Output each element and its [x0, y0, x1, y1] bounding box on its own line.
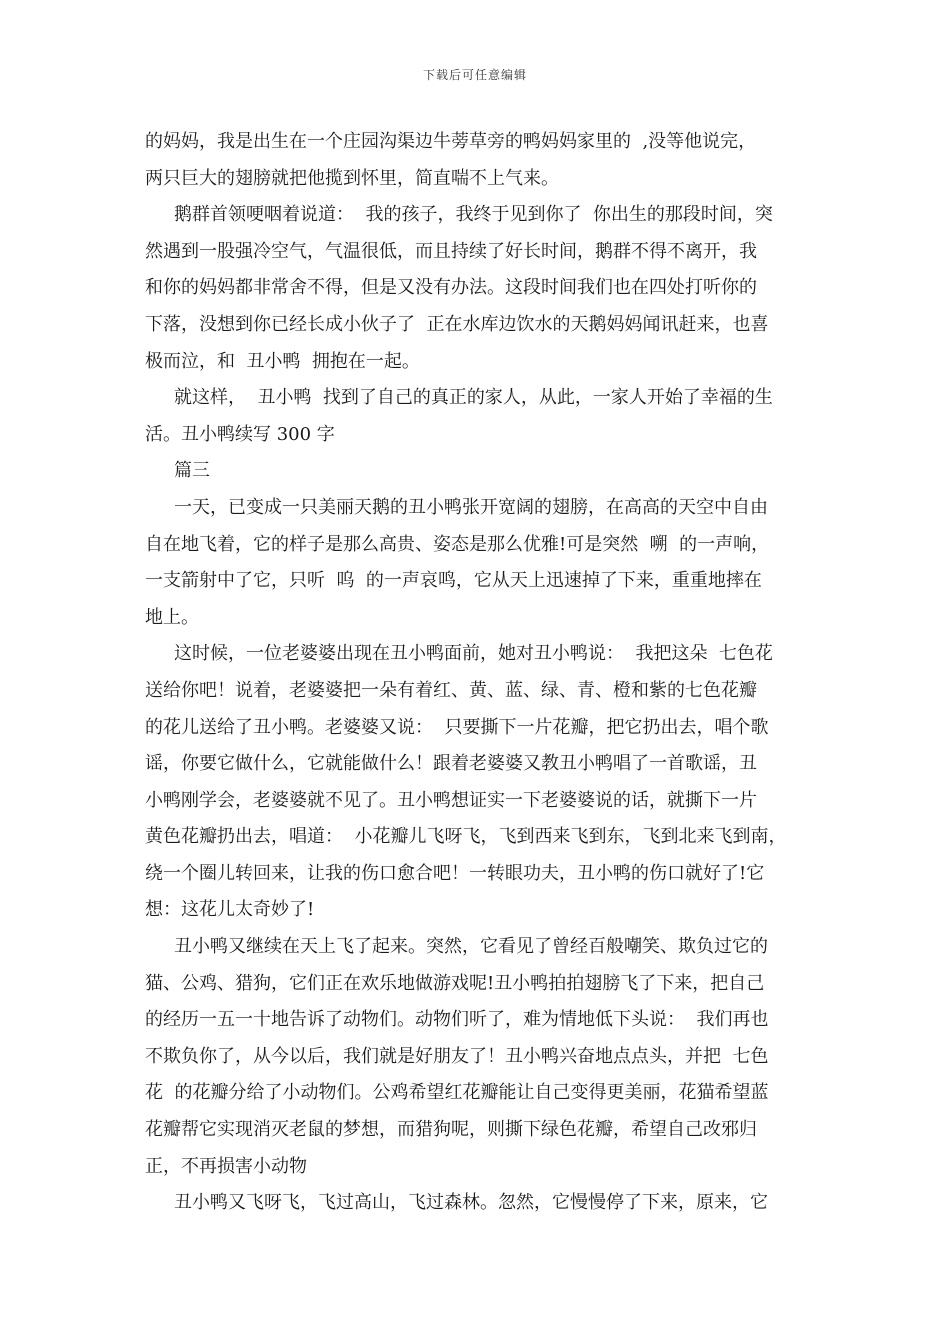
text-line: 一支箭射中了它，只听 呜 的一声哀鸣，它从天上迅速掉了下来，重重地摔在: [145, 570, 762, 592]
text-line: 然遇到一股强冷空气，气温很低，而且持续了好长时间，鹅群不得不离开，我: [145, 240, 757, 262]
text-line: 的经历一五一十地告诉了动物们。动物们听了，难为情地低下头说： 我们再也: [145, 1009, 769, 1031]
text-line: 就这样， 丑小鸭 找到了自己的真正的家人，从此，一家人开始了幸福的生: [174, 387, 773, 409]
text-line: 不欺负你了，从今以后，我们就是好朋友了！丑小鸭兴奋地点点头，并把 七色: [145, 1045, 769, 1067]
text-line: 送给你吧！说着，老婆婆把一朵有着红、黄、蓝、绿、青、橙和紫的七色花瓣: [145, 679, 757, 701]
text-line: 自在地飞着，它的样子是那么高贵、姿态是那么优雅!可是突然 嗍 的一声响，: [145, 533, 770, 555]
text-line: 谣，你要它做什么，它就能做什么！跟着老婆婆又教丑小鸭唱了一首歌谣，丑: [145, 753, 757, 775]
text-line: 鹅群首领哽咽着说道： 我的孩子，我终于见到你了 你出生的那段时间，突: [174, 204, 773, 226]
text-line: 丑小鸭又继续在天上飞了起来。突然，它看见了曾经百般嘲笑、欺负过它的: [174, 936, 768, 958]
text-line: 花 的花瓣分给了小动物们。公鸡希望红花瓣能让自己变得更美丽，花猫希望蓝: [145, 1082, 769, 1104]
text-line: 一天，已变成一只美丽天鹅的丑小鸭张开宽阔的翅膀，在高高的天空中自由: [174, 496, 768, 518]
text-line: 的妈妈，我是出生在一个庄园沟渠边牛蒡草旁的鸭妈妈家里的 ,没等他说完，: [145, 131, 757, 152]
text-line: 猫、公鸡、猎狗，它们正在欢乐地做游戏呢!丑小鸭拍拍翅膀飞了下来，把自己: [145, 972, 765, 994]
text-line: 和你的妈妈都非常舍不得，但是又没有办法。这段时间我们也在四处打听你的: [145, 277, 757, 299]
text-line: 花瓣帮它实现消灭老鼠的梦想，而猎狗呢，则撕下绿色花瓣，希望自己改邪归: [145, 1119, 757, 1141]
text-line: 想：这花儿太奇妙了!: [145, 899, 315, 921]
text-line: 绕一个圈儿转回来，让我的伤口愈合吧！一转眼功夫，丑小鸭的伤口就好了!它: [145, 862, 765, 884]
text-line: 篇三: [174, 460, 210, 482]
text-line: 下落，没想到你已经长成小伙子了 正在水库边饮水的天鹅妈妈闻讯赶来，也喜: [145, 313, 769, 335]
text-line: 活。丑小鸭续写 300 字: [145, 423, 335, 445]
text-line: 正，不再损害小动物: [145, 1155, 307, 1177]
text-line: 小鸭刚学会，老婆婆就不见了。丑小鸭想证实一下老婆婆说的话，就撕下一片: [145, 789, 757, 811]
text-line: 的花儿送给了丑小鸭。老婆婆又说： 只要撕下一片花瓣，把它扔出去，唱个歌: [145, 716, 769, 738]
text-line: 丑小鸭又飞呀飞，飞过高山，飞过森林。忽然，它慢慢停了下来，原来，它: [174, 1192, 768, 1214]
page-header: 下载后可任意编辑: [422, 68, 527, 82]
text-line: 黄色花瓣扔出去，唱道： 小花瓣儿飞呀飞，飞到西来飞到东，飞到北来飞到南，: [145, 826, 787, 848]
document-body: [145, 124, 810, 1222]
text-line: 极而泣，和 丑小鸭 拥抱在一起。: [145, 350, 420, 372]
text-line: 两只巨大的翅膀就把他揽到怀里，简直喘不上气来。: [145, 167, 559, 189]
text-line: 地上。: [145, 606, 199, 628]
text-line: 这时候，一位老婆婆出现在丑小鸭面前，她对丑小鸭说： 我把这朵 七色花: [174, 643, 773, 665]
